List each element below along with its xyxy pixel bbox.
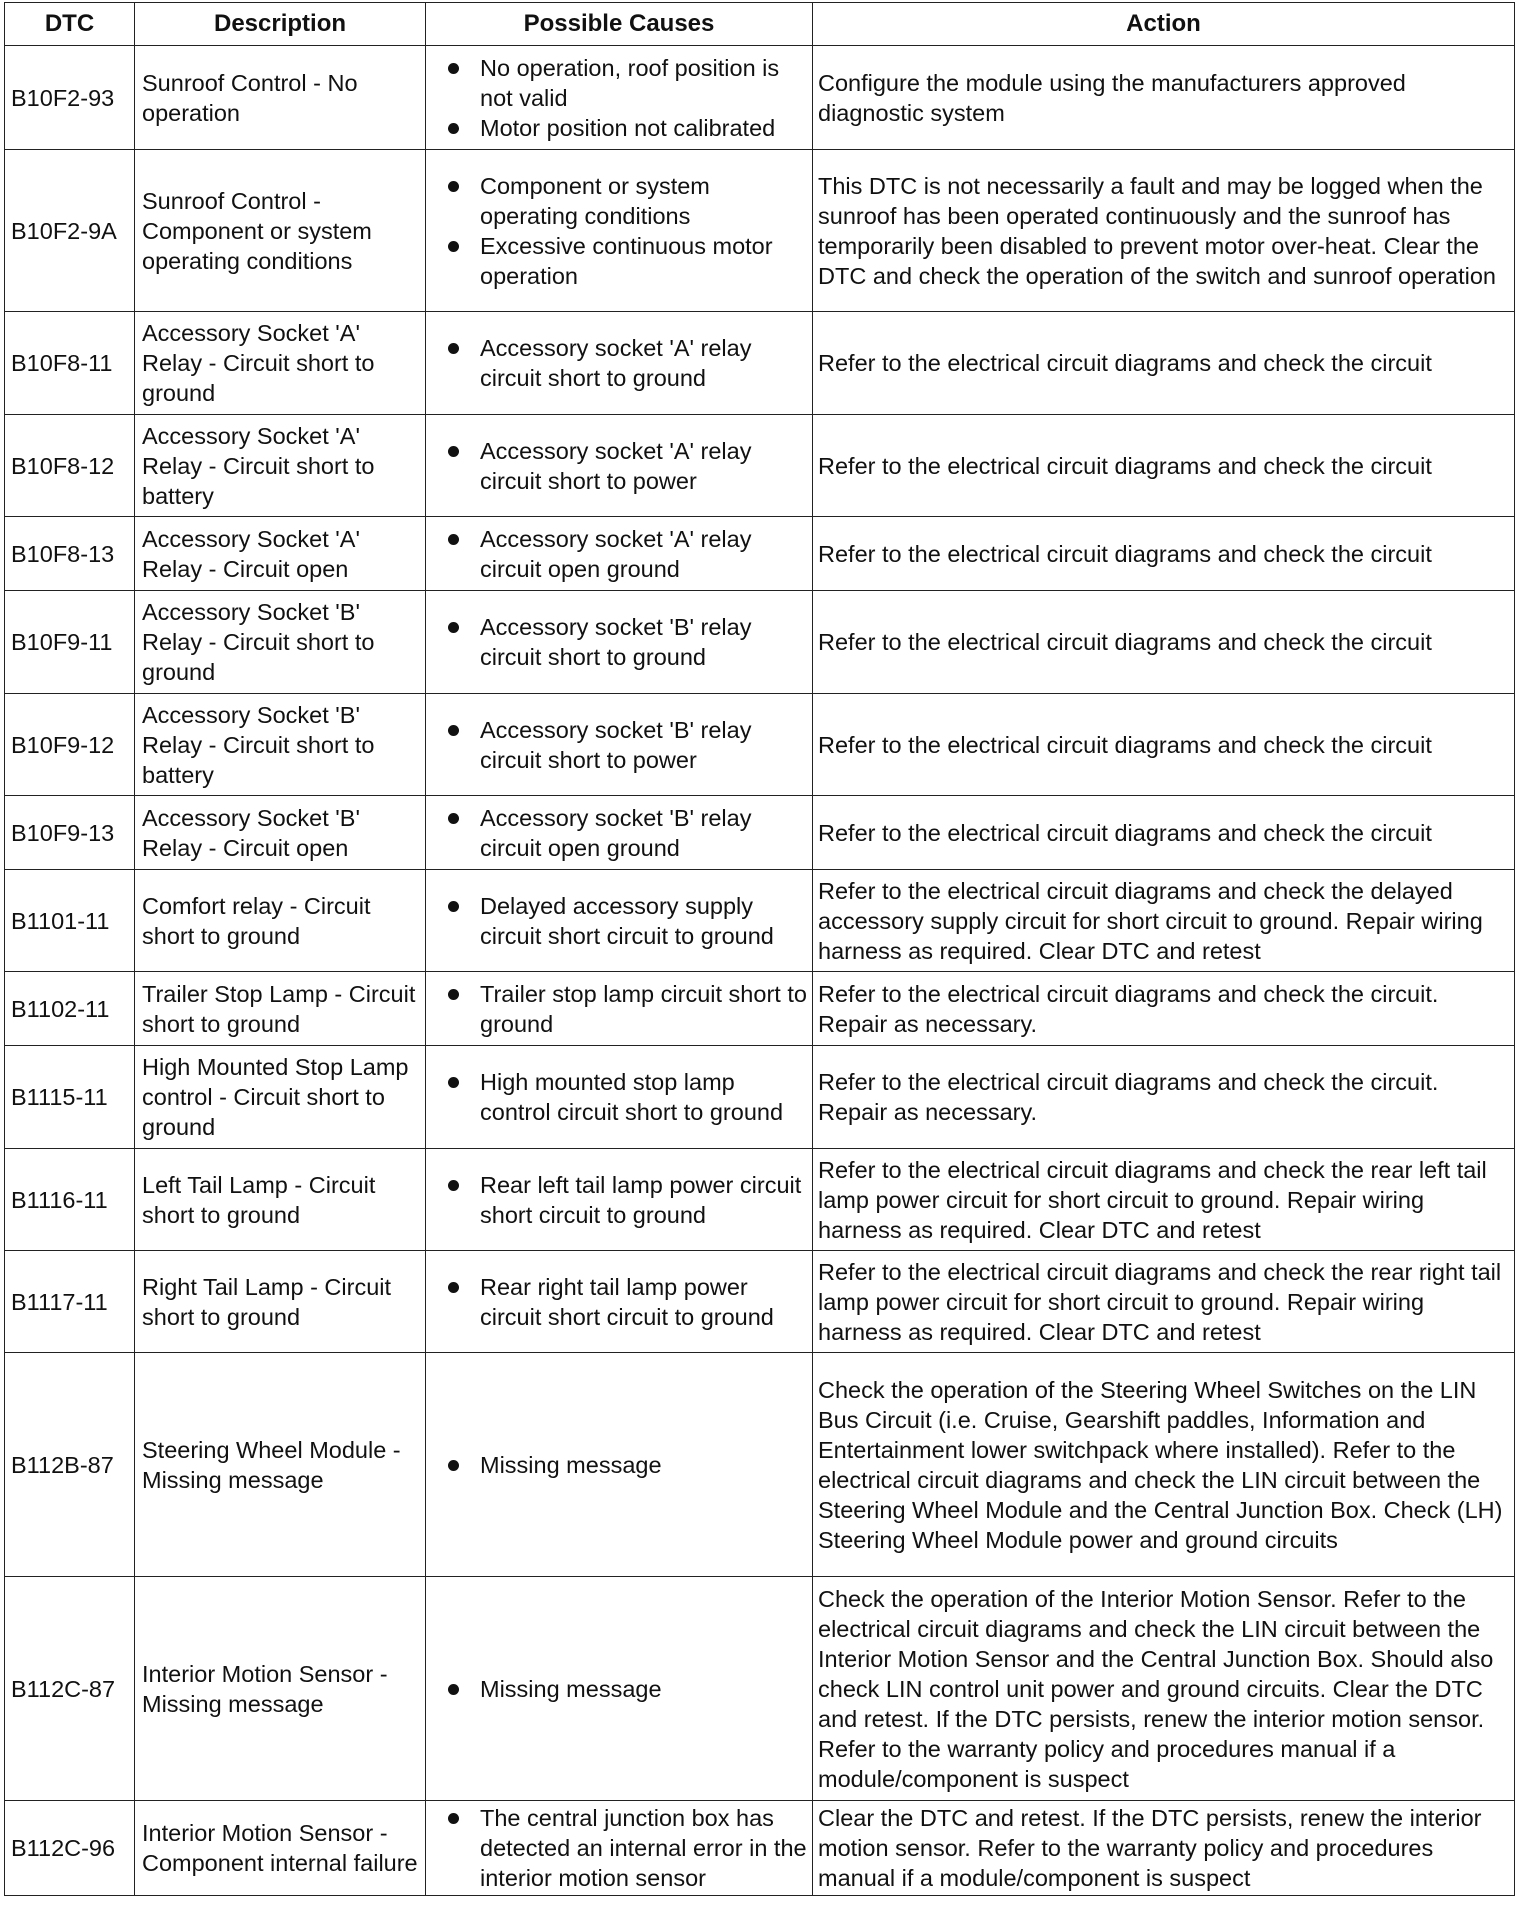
dtc-code-cell: B1117-11: [5, 1251, 135, 1353]
description-cell: Right Tail Lamp - Circuit short to ground: [135, 1251, 426, 1353]
table-row: [5, 1801, 1515, 1896]
cause-list-item: Excessive continuous motor operation: [444, 231, 808, 291]
cause-list-item: Delayed accessory supply circuit short circuit to ground: [444, 891, 808, 951]
cause-list-item: Component or system operating conditions: [444, 171, 808, 231]
table-row: [5, 591, 1515, 694]
action-cell: Check the operation of the Interior Motion Sensor. Refer to the electrical circuit diagrams and check the LIN circuit between the Interior Motion Sensor and the Central Junction Box. Should also check LIN control unit power and ground circuits. Clear the DTC and retest. If the DTC persists, renew the interior motion sensor. Refer to the warranty policy and procedures manual if a module/component is suspect: [813, 1577, 1515, 1801]
possible-causes-cell: [426, 1149, 813, 1251]
dtc-table: [4, 2, 1515, 1896]
dtc-code-cell: B10F8-12: [5, 415, 135, 517]
cause-list-item: Trailer stop lamp circuit short to ground: [444, 979, 808, 1039]
action-cell: Refer to the electrical circuit diagrams and check the circuit. Repair as necessary.: [813, 1046, 1515, 1149]
cause-list-item: Accessory socket 'B' relay circuit short to power: [444, 715, 808, 775]
cause-list-item: No operation, roof position is not valid: [444, 53, 808, 113]
dtc-code-cell: B10F9-12: [5, 694, 135, 796]
table-row: [5, 694, 1515, 796]
table-row: [5, 150, 1515, 312]
table-row: [5, 870, 1515, 972]
table-row: [5, 1149, 1515, 1251]
causes-list: [444, 1674, 808, 1704]
action-cell: Configure the module using the manufacturers approved diagnostic system: [813, 46, 1515, 150]
action-cell: Check the operation of the Steering Wheel Switches on the LIN Bus Circuit (i.e. Cruise, Gearshift paddles, Information and Entertainment lower switchpack where installed). Refer to the electrical circuit diagrams and check the LIN circuit between the Steering Wheel Module and the Central Junction Box. Check (LH) Steering Wheel Module power and ground circuits: [813, 1353, 1515, 1577]
action-cell: Refer to the electrical circuit diagrams and check the circuit. Repair as necessary.: [813, 972, 1515, 1046]
dtc-column-header: DTC: [5, 3, 135, 46]
dtc-code-cell: B1115-11: [5, 1046, 135, 1149]
dtc-code-cell: B1116-11: [5, 1149, 135, 1251]
causes-list: [444, 612, 808, 672]
cause-list-item: Motor position not calibrated: [444, 113, 808, 143]
table-row: [5, 1353, 1515, 1577]
causes-list: [444, 715, 808, 775]
table-row: [5, 972, 1515, 1046]
table-row: [5, 796, 1515, 870]
possible-causes-cell: [426, 1577, 813, 1801]
action-cell: Refer to the electrical circuit diagrams and check the circuit: [813, 694, 1515, 796]
action-cell: Refer to the electrical circuit diagrams and check the rear left tail lamp power circuit for short circuit to ground. Repair wiring harness as required. Clear DTC and retest: [813, 1149, 1515, 1251]
causes-list: [444, 1272, 808, 1332]
possible-causes-cell: [426, 1046, 813, 1149]
possible-causes-cell: [426, 1801, 813, 1896]
action-cell: Refer to the electrical circuit diagrams and check the circuit: [813, 796, 1515, 870]
possible-causes-cell: [426, 694, 813, 796]
dtc-document: [4, 2, 1514, 1896]
dtc-code-cell: B1101-11: [5, 870, 135, 972]
causes-list: [444, 1803, 808, 1893]
description-cell: Accessory Socket 'B' Relay - Circuit short to battery: [135, 694, 426, 796]
possible-causes-cell: [426, 415, 813, 517]
possible-causes-cell: [426, 870, 813, 972]
action-column-header: Action: [813, 3, 1515, 46]
possible-causes-cell: [426, 150, 813, 312]
causes-list: [444, 891, 808, 951]
dtc-code-cell: B112C-96: [5, 1801, 135, 1896]
dtc-code-cell: B1102-11: [5, 972, 135, 1046]
table-body: [5, 46, 1515, 1896]
action-cell: Clear the DTC and retest. If the DTC persists, renew the interior motion sensor. Refer to the warranty policy and procedures manual if a module/component is suspect: [813, 1801, 1515, 1896]
cause-list-item: The central junction box has detected an internal error in the interior motion sensor: [444, 1803, 808, 1893]
description-cell: Interior Motion Sensor - Missing message: [135, 1577, 426, 1801]
table-row: [5, 1251, 1515, 1353]
table-row: [5, 415, 1515, 517]
cause-list-item: Accessory socket 'A' relay circuit short to ground: [444, 333, 808, 393]
description-cell: Trailer Stop Lamp - Circuit short to ground: [135, 972, 426, 1046]
causes-list: [444, 436, 808, 496]
possible-causes-column-header: Possible Causes: [426, 3, 813, 46]
cause-list-item: Accessory socket 'A' relay circuit open ground: [444, 524, 808, 584]
causes-list: [444, 53, 808, 143]
table-row: [5, 517, 1515, 591]
table-row: [5, 1046, 1515, 1149]
description-cell: Sunroof Control - No operation: [135, 46, 426, 150]
table-row: [5, 1577, 1515, 1801]
action-cell: Refer to the electrical circuit diagrams and check the rear right tail lamp power circuit for short circuit to ground. Repair wiring harness as required. Clear DTC and retest: [813, 1251, 1515, 1353]
description-cell: High Mounted Stop Lamp control - Circuit short to ground: [135, 1046, 426, 1149]
causes-list: [444, 524, 808, 584]
possible-causes-cell: [426, 591, 813, 694]
cause-list-item: Rear left tail lamp power circuit short circuit to ground: [444, 1170, 808, 1230]
cause-list-item: Accessory socket 'B' relay circuit open ground: [444, 803, 808, 863]
cause-list-item: Accessory socket 'B' relay circuit short to ground: [444, 612, 808, 672]
possible-causes-cell: [426, 796, 813, 870]
possible-causes-cell: [426, 517, 813, 591]
description-cell: Comfort relay - Circuit short to ground: [135, 870, 426, 972]
causes-list: [444, 1170, 808, 1230]
header-row: [5, 3, 1515, 46]
action-cell: Refer to the electrical circuit diagrams and check the circuit: [813, 312, 1515, 415]
causes-list: [444, 1450, 808, 1480]
cause-list-item: Missing message: [444, 1674, 808, 1704]
description-cell: Interior Motion Sensor - Component internal failure: [135, 1801, 426, 1896]
cause-list-item: High mounted stop lamp control circuit short to ground: [444, 1067, 808, 1127]
dtc-code-cell: B10F9-11: [5, 591, 135, 694]
possible-causes-cell: [426, 46, 813, 150]
action-cell: Refer to the electrical circuit diagrams and check the circuit: [813, 415, 1515, 517]
cause-list-item: Accessory socket 'A' relay circuit short to power: [444, 436, 808, 496]
action-cell: Refer to the electrical circuit diagrams and check the circuit: [813, 517, 1515, 591]
dtc-code-cell: B10F9-13: [5, 796, 135, 870]
table-row: [5, 46, 1515, 150]
description-cell: Accessory Socket 'B' Relay - Circuit short to ground: [135, 591, 426, 694]
possible-causes-cell: [426, 1251, 813, 1353]
dtc-code-cell: B112B-87: [5, 1353, 135, 1577]
causes-list: [444, 333, 808, 393]
description-cell: Accessory Socket 'A' Relay - Circuit short to ground: [135, 312, 426, 415]
dtc-code-cell: B10F2-93: [5, 46, 135, 150]
description-cell: Steering Wheel Module - Missing message: [135, 1353, 426, 1577]
description-column-header: Description: [135, 3, 426, 46]
possible-causes-cell: [426, 972, 813, 1046]
possible-causes-cell: [426, 1353, 813, 1577]
description-cell: Accessory Socket 'A' Relay - Circuit short to battery: [135, 415, 426, 517]
description-cell: Left Tail Lamp - Circuit short to ground: [135, 1149, 426, 1251]
cause-list-item: Missing message: [444, 1450, 808, 1480]
action-cell: Refer to the electrical circuit diagrams and check the circuit: [813, 591, 1515, 694]
cause-list-item: Rear right tail lamp power circuit short circuit to ground: [444, 1272, 808, 1332]
dtc-code-cell: B112C-87: [5, 1577, 135, 1801]
causes-list: [444, 171, 808, 291]
action-cell: Refer to the electrical circuit diagrams and check the delayed accessory supply circuit for short circuit to ground. Repair wiring harness as required. Clear DTC and retest: [813, 870, 1515, 972]
table-row: [5, 312, 1515, 415]
dtc-code-cell: B10F2-9A: [5, 150, 135, 312]
description-cell: Accessory Socket 'A' Relay - Circuit open: [135, 517, 426, 591]
causes-list: [444, 803, 808, 863]
dtc-code-cell: B10F8-11: [5, 312, 135, 415]
action-cell: This DTC is not necessarily a fault and may be logged when the sunroof has been operated continuously and the sunroof has temporarily been disabled to prevent motor over-heat. Clear the DTC and check the operation of the switch and sunroof operation: [813, 150, 1515, 312]
description-cell: Sunroof Control - Component or system operating conditions: [135, 150, 426, 312]
causes-list: [444, 1067, 808, 1127]
dtc-code-cell: B10F8-13: [5, 517, 135, 591]
causes-list: [444, 979, 808, 1039]
description-cell: Accessory Socket 'B' Relay - Circuit open: [135, 796, 426, 870]
possible-causes-cell: [426, 312, 813, 415]
